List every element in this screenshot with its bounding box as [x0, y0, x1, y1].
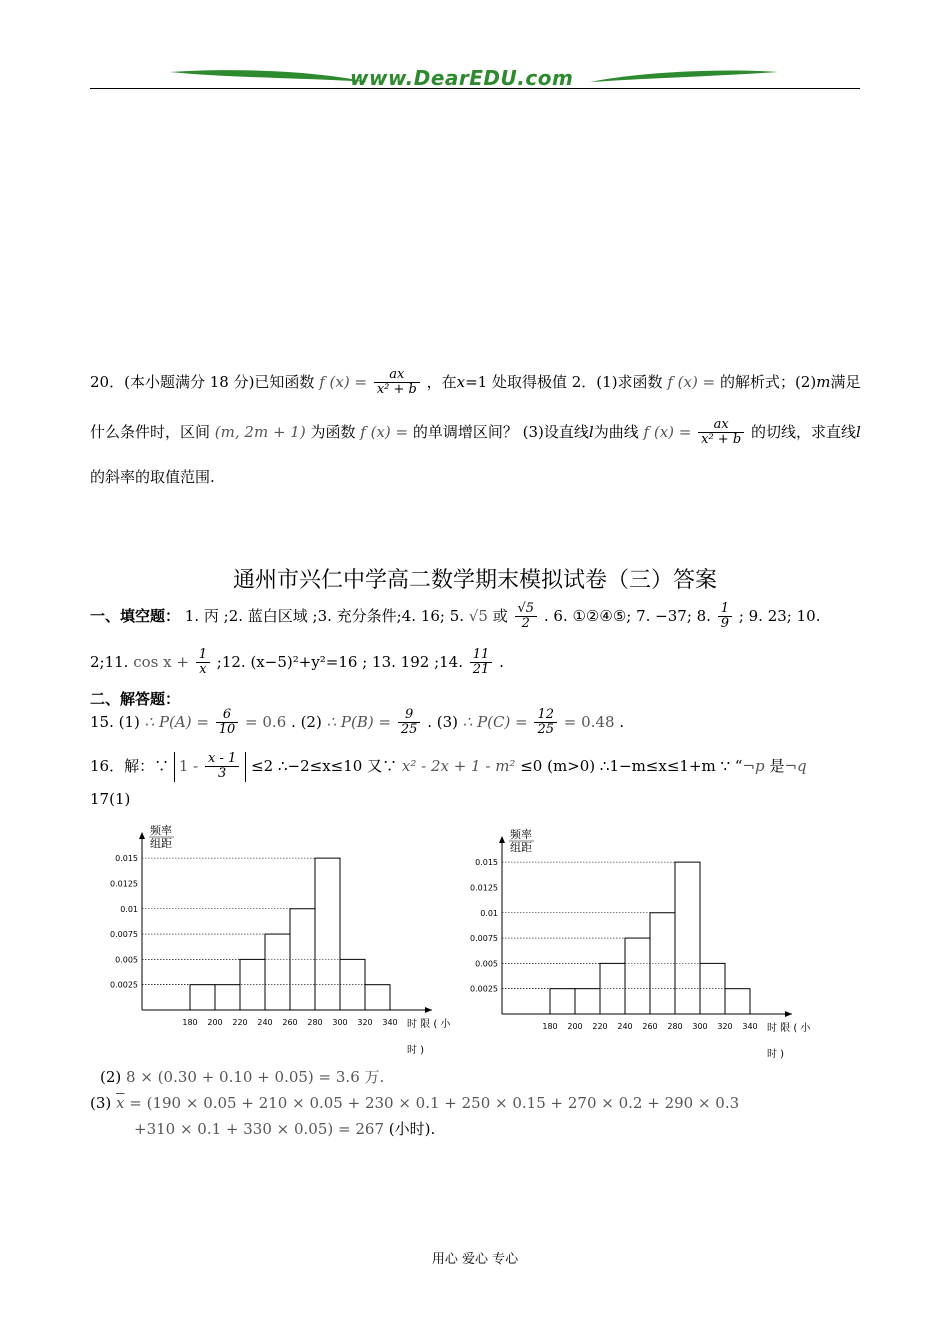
q16-notq: ¬q [784, 756, 807, 775]
q20-line3: 的斜率的取值范围. [90, 468, 215, 486]
y-label-bottom: 组距 [510, 841, 532, 854]
q20-m: m [816, 372, 831, 391]
x-tick-label: 220 [232, 1018, 248, 1027]
q20-den: x² + b [376, 382, 417, 398]
y-label-top: 频率 [150, 824, 172, 837]
header-swoosh-right [590, 64, 780, 88]
x-tick-label: 300 [692, 1022, 708, 1031]
q15-label-1: 15. (1) [90, 712, 140, 731]
header-rule [90, 88, 860, 89]
fill-part3: ; 9. 23; 10. [738, 606, 821, 625]
x-tick-label: 220 [592, 1022, 608, 1031]
q15-pA: ∴ P(A) = [144, 712, 209, 731]
histogram-bar [215, 985, 240, 1010]
fill-part2: . 6. ①②④⑤; 7. −37; 8. [543, 606, 711, 625]
header-swoosh-left [170, 64, 370, 88]
fill-frac11-num: 1 [196, 648, 210, 663]
q20-f-label-3: f (x) = [360, 422, 409, 441]
q16-notp: ¬p [742, 756, 765, 775]
x-tick-label: 340 [742, 1022, 758, 1031]
q20-f-label-4: f (x) = [643, 422, 692, 441]
histogram-bar [675, 862, 700, 1014]
q16-text-c: ≤0 (m>0) ∴1−m≤x≤1+m ∵ “ [520, 756, 743, 775]
x-tick-label: 200 [207, 1018, 223, 1027]
x-tick-label: 200 [567, 1022, 583, 1031]
q17-part2-label: (2) [100, 1068, 122, 1086]
histogram-bar [575, 989, 600, 1014]
y-tick-label: 0.01 [120, 904, 138, 914]
y-tick-label: 0.015 [475, 858, 498, 868]
fill-frac5-den: 2 [521, 616, 530, 632]
q20-line2-d: 为曲线 [593, 422, 639, 441]
q15-fracA [216, 708, 239, 738]
x-label-line2: 时 ) [767, 1049, 785, 1060]
histogram-bar [190, 985, 215, 1010]
q16-abs-left: 1 - [178, 756, 199, 775]
q15-pC-val: = 0.48 [563, 712, 615, 731]
q15-fracC-den: 25 [537, 722, 555, 738]
q17-part3-label: (3) [90, 1094, 112, 1112]
q15-fracC-num: 12 [534, 708, 557, 723]
q20-den-2: x² + b [701, 432, 742, 448]
y-tick-label: 0.015 [115, 854, 138, 864]
q16-label: 16．解：∵ [90, 756, 170, 775]
y-axis-arrow-icon [499, 836, 505, 843]
fill-frac14 [470, 648, 493, 678]
y-tick-label: 0.0125 [110, 879, 138, 889]
histogram-bar [625, 938, 650, 1014]
fill-frac11-den: x [199, 662, 207, 678]
fill-line2-b: ;12. (x−5)²+y²=16 ; 13. 192 ;14. [216, 652, 463, 671]
q20-line2-c: 的单调增区间？ (3)设直线 [412, 422, 589, 441]
q15-fracA-num: 6 [216, 708, 239, 723]
q20-x: x [456, 372, 466, 391]
page-title: 通州市兴仁中学高二数学期末模拟试卷（三）答案 [232, 568, 717, 593]
fill-frac5-num: √5 [515, 602, 538, 617]
x-label-line1: 时 限 ( 小 [767, 1023, 811, 1034]
x-tick-label: 320 [717, 1022, 733, 1031]
q20-text-b: =1 处取得极值 2．(1)求函数 [465, 372, 663, 391]
fill-heading: 一、填空题： [90, 606, 181, 625]
q17-part2 [100, 1066, 384, 1087]
q17-part3-expr2: +310 × 0.1 + 330 × 0.05) = 267 [134, 1120, 384, 1138]
x-label-line1: 时 限 ( 小 [407, 1019, 451, 1030]
site-brand[interactable]: www.DearEDU.com [350, 66, 574, 90]
histogram-left [100, 822, 480, 1062]
fill-frac14-den: 21 [472, 662, 490, 678]
q15-fracB [398, 708, 421, 738]
x-axis-arrow-icon [785, 1011, 792, 1017]
q15-pA-val: = 0.6 [245, 712, 287, 731]
fill-part1: 1. 丙 ;2. 蓝白区域 ;3. 充分条件;4. 16; 5. [184, 606, 465, 625]
q16-text-d: 是 [769, 756, 785, 775]
q17-part3-line2 [134, 1118, 435, 1139]
y-tick-label: 0.0075 [470, 934, 498, 944]
y-label-top: 频率 [510, 828, 532, 841]
x-label-line2: 时 ) [407, 1045, 425, 1056]
q20-text-d: 满足 [830, 372, 861, 391]
q17-part3-line1 [90, 1094, 739, 1112]
q20-text-c: 的解析式；(2) [719, 372, 817, 391]
q20-l: l [588, 422, 594, 441]
y-tick-label: 0.0075 [110, 930, 138, 940]
fill-sqrt5: √5 [468, 606, 488, 625]
histogram-bar [550, 989, 575, 1014]
q20-line-2 [90, 418, 861, 448]
x-tick-label: 260 [642, 1022, 658, 1031]
x-tick-label: 320 [357, 1018, 373, 1027]
y-axis-arrow-icon [139, 832, 145, 839]
q17-part3-unit: (小时). [388, 1120, 436, 1138]
q20-line2-e: 的切线，求直线 [750, 422, 856, 441]
q16-abs-num: x - 1 [205, 752, 239, 767]
q17-part3-expr1: = (190 × 0.05 + 210 × 0.05 + 230 × 0.1 + 250 × 0.15 + 270 × 0.2 + 290 × 0.3 [129, 1094, 740, 1112]
q20-num: ax [374, 368, 420, 383]
q20-fraction [374, 368, 420, 398]
y-tick-label: 0.0025 [470, 984, 498, 994]
q20-line2-a: 什么条件时，区间 [90, 422, 211, 441]
q20-f-label: f (x) = [319, 372, 368, 391]
q15-fracA-den: 10 [218, 722, 236, 738]
q20-interval: (m, 2m + 1) [214, 422, 306, 441]
histogram-bar [315, 858, 340, 1010]
histogram-bar [600, 963, 625, 1014]
fill-frac8-num: 1 [718, 602, 732, 617]
q15-label-3: . (3) [427, 712, 458, 731]
solve-heading: 二、解答题： [90, 690, 181, 708]
q20-prefix: 20．(本小题满分 18 分)已知函数 [90, 372, 315, 391]
q17-label: 17(1) [90, 790, 131, 808]
y-tick-label: 0.005 [115, 955, 138, 965]
histogram-bar [240, 959, 265, 1010]
q16-abs-frac [205, 752, 239, 782]
fill-or: 或 [492, 606, 508, 625]
fill-line-1 [90, 602, 820, 632]
q15-fracC [534, 708, 557, 738]
x-tick-label: 280 [307, 1018, 323, 1027]
fill-frac14-num: 11 [470, 648, 493, 663]
x-tick-label: 340 [382, 1018, 398, 1027]
q15-pC: ∴ P(C) = [462, 712, 528, 731]
q15-end: . [619, 712, 625, 731]
q15-fracB-den: 25 [400, 722, 418, 738]
x-axis-arrow-icon [425, 1007, 432, 1013]
q16-poly: x² - 2x + 1 - m² [401, 756, 516, 775]
q20-f-label-2: f (x) = [667, 372, 716, 391]
y-tick-label: 0.005 [475, 959, 498, 969]
fill-frac11 [196, 648, 210, 678]
histogram-bar [365, 985, 390, 1010]
q20-num-2: ax [698, 418, 744, 433]
fill-frac5 [515, 602, 538, 632]
y-tick-label: 0.0125 [470, 883, 498, 893]
y-label-bottom: 组距 [150, 837, 172, 850]
x-tick-label: 280 [667, 1022, 683, 1031]
x-tick-label: 300 [332, 1018, 348, 1027]
q15-line [90, 708, 624, 738]
q16-line [90, 752, 807, 782]
q16-abs-den: 3 [218, 766, 227, 782]
fill-frac8-den: 9 [720, 616, 730, 632]
q20-text-a: ，在 [426, 372, 457, 391]
y-tick-label: 0.01 [480, 908, 498, 918]
q15-pB: ∴ P(B) = [326, 712, 392, 731]
y-tick-label: 0.0025 [110, 980, 138, 990]
footer-motto: 用心 爱心 专心 [431, 1252, 519, 1267]
fill-line-2 [90, 648, 504, 678]
fill-line2-a: 2;11. [90, 652, 129, 671]
x-tick-label: 180 [182, 1018, 198, 1027]
q20-fraction-2 [698, 418, 744, 448]
histogram-bar [725, 989, 750, 1014]
x-tick-label: 260 [282, 1018, 298, 1027]
q17-xbar: $\overline{x}$ [116, 1094, 125, 1112]
q15-label-2: . (2) [291, 712, 322, 731]
q20-line2-b: 为函数 [310, 422, 356, 441]
x-tick-label: 240 [617, 1022, 633, 1031]
q17-part2-expr: 8 × (0.30 + 0.10 + 0.05) = 3.6 万. [126, 1068, 385, 1086]
q20-l-2: l [855, 422, 861, 441]
q15-fracB-num: 9 [398, 708, 421, 723]
fill-frac8 [718, 602, 732, 632]
fill-line2-c: . [499, 652, 504, 671]
q20-line-3 [90, 466, 215, 487]
q16-text-b: ≤2 ∴−2≤x≤10 又∵ [251, 756, 398, 775]
fill-cos: cos x + [133, 652, 189, 671]
histogram-bar [265, 934, 290, 1010]
q16-abs [174, 752, 246, 782]
q20-line-1 [90, 368, 860, 398]
x-tick-label: 180 [542, 1022, 558, 1031]
x-tick-label: 240 [257, 1018, 273, 1027]
histogram-right [460, 826, 840, 1066]
